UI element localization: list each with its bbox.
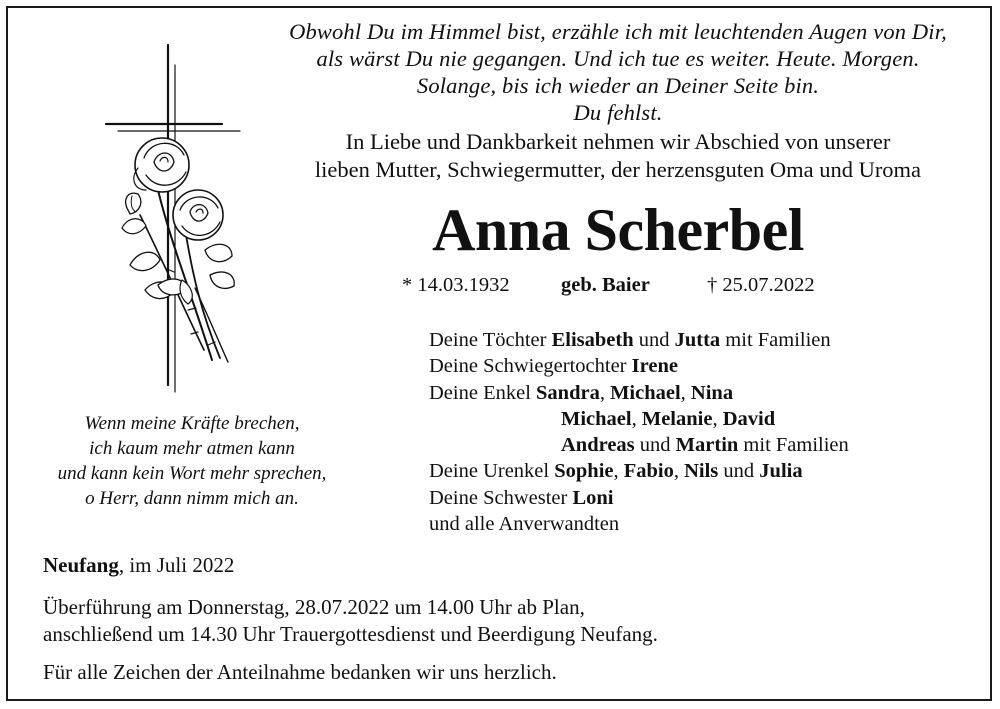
funeral-line: anschließend um 14.30 Uhr Trauergottesdienst und Beerdigung Neufang. [43,621,658,646]
place-date [43,552,234,578]
family-member-name: Elisabeth [551,329,634,351]
family-member-name: Fabio [623,460,674,483]
separator: , [613,460,624,483]
thanks-text: Für alle Zeichen der Anteilnahme bedanken wir uns herzlich. [43,660,557,684]
relation-label: Deine Schwester [429,486,573,509]
family-member-name: Michael [610,381,681,404]
separator: , [712,407,723,430]
relation-label: Deine Töchter [429,329,552,351]
conjunction: und [634,434,676,457]
relation-label: Deine Enkel [429,381,537,404]
family-member-name: Loni [572,486,614,509]
separator: , [680,381,691,404]
motto-quote [262,18,974,126]
family-line-great-grandchildren [429,458,849,484]
verse-text [20,411,364,511]
family-line-grandchildren [429,380,849,406]
motto-line: Obwohl Du im Himmel bist, erzähle ich mit leuchtenden Augen von Dir, [289,19,947,44]
family-line-relatives [429,511,849,537]
funeral-line: Überführung am Donnerstag, 28.07.2022 um 14.00 Uhr ab Plan, [43,595,585,619]
family-line-daughters [429,327,849,353]
family-line-daughter-in-law [429,353,849,379]
place-name: Neufang [43,553,119,577]
separator: , [599,381,611,404]
funeral-info [43,594,658,647]
separator: , [673,460,685,483]
verse-line: ich kaum mehr atmen kann [89,438,295,459]
family-member-name: Irene [631,355,678,378]
family-member-name: Julia [759,460,803,483]
family-member-name: Nina [690,381,734,404]
separator: , [631,407,642,430]
place-date-text: , im Juli 2022 [118,553,235,577]
verse-line: und kann kein Wort mehr sprechen, [57,463,327,484]
relation-label: Deine Schwiegertochter [429,355,632,378]
verse-line: o Herr, dann nimm mich an. [85,488,299,509]
family-line-grandchildren-3 [429,432,849,458]
family-line-sister [429,485,849,511]
intro-text [262,128,974,184]
family-member-name: Sophie [554,460,614,483]
death-date: † 25.07.2022 [707,274,815,296]
relation-suffix: mit Familien [738,434,849,457]
family-member-name: Martin [675,434,739,457]
intro-line: lieben Mutter, Schwiegermutter, der herzensguten Oma und Uroma [314,157,922,182]
motto-line: Solange, bis ich wieder an Deiner Seite bin. [416,73,820,98]
conjunction: und [633,329,675,351]
verse-line: Wenn meine Kräfte brechen, [84,413,300,434]
deceased-name: Anna Scherbel [432,197,804,263]
family-line-grandchildren-2 [429,406,849,432]
family-member-name: Nils [684,460,719,483]
intro-line: In Liebe und Dankbarkeit nehmen wir Abschied von unserer [345,129,891,154]
maiden-name: geb. Baier [561,274,650,296]
relation-label: und alle Anverwandten [429,513,620,536]
family-member-name: Jutta [674,329,721,351]
conjunction: und [718,460,760,483]
motto-line: Du fehlst. [573,100,663,125]
relation-label: Deine Urenkel [429,460,555,483]
family-member-name: Michael [561,407,632,430]
family-list [429,327,849,537]
relation-suffix: mit Familien [720,329,831,351]
family-member-name: David [722,407,776,430]
birth-date: * 14.03.1932 [402,274,510,296]
motto-line: als wärst Du nie gegangen. Und ich tue es weiter. Heute. Morgen. [316,46,920,71]
family-member-name: Sandra [536,381,600,404]
cross-with-roses-icon [100,40,250,400]
family-member-name: Melanie [641,407,713,430]
family-member-name: Andreas [561,434,635,457]
